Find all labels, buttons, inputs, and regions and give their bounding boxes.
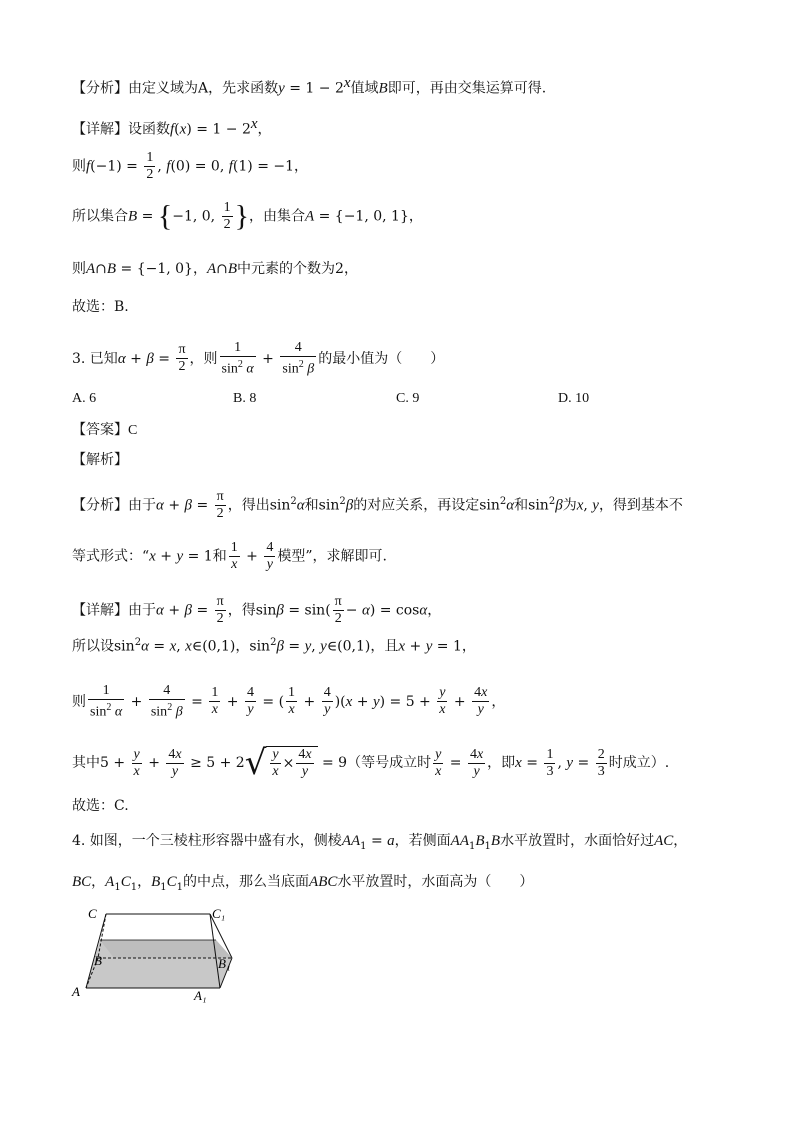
analysis-line-1: 【分析】由定义域为A，先求函数$y = 1 - 2^x$值域B即可，再由交集运算可得.	[72, 75, 547, 97]
question-4-line-1: 4. 如图，一个三棱柱形容器中盛有水，侧棱$AA_1 = a$，若侧面$AA_1B_1B$水平放置时，水面恰好过AC，	[72, 833, 688, 852]
step-set-B: 所以集合B = {−1, 0, $\frac{1}{2}$ }，由集合A = {−1, 0, 1}，	[72, 199, 423, 233]
question-4-line-2: BC，$A_1C_1$，$B_1C_1$的中点，那么当底面ABC水平放置时，水面高为（ ）	[72, 874, 534, 893]
water-surface	[100, 940, 232, 958]
analysis-tag: 【分析】	[72, 80, 128, 97]
answer-line: 【答案】C	[72, 422, 138, 438]
jiexi-tag: 【解析】	[72, 452, 128, 468]
label-A1: A₁	[194, 988, 207, 1003]
q3-detail-line-4: 其中5 + $\frac{y}{x}$ + $\frac{4x}{y}$ ≥ 5 + 2√ $\frac{y}{x}$ × $\frac{4x}{y}$ = 9（等号成立时 $\frac{y}{x}$ = $\frac{4x}{y}$ ，即x = $\frac{1}{3}$ , y = $\frac{2}{3}$ 时成立）.	[72, 743, 670, 783]
label-B: B	[94, 953, 102, 968]
question-3-stem: 3. 已知α + β = $\frac{\pi}{2}$ ，则 $\frac{1}{\sin^2 \alpha}$ + $\frac{4}{\sin^2 \beta}$ 的最小值为（ ）	[72, 340, 445, 377]
choice-B: 故选：B.	[72, 299, 129, 315]
label-B1: B₁	[218, 956, 231, 971]
detail-line-1: 【详解】设函数$f(x) = 1 - 2^x$，	[72, 116, 272, 138]
label-C: C	[88, 906, 97, 921]
option-a: A. 6	[72, 391, 97, 406]
q3-analysis-line-1: 【分析】由于α + β = $\frac{\pi}{2}$ ，得出$\sin^2\alpha$和$\sin^2\beta$的对应关系，再设定$\sin^2\alpha$和$\sin^2\beta$为x, y，得到基本不	[72, 489, 683, 521]
q3-detail-line-3: 则 $\frac{1}{\sin^2 \alpha}$ + $\frac{4}{\sin^2 \beta}$ = $\frac{1}{x}$ + $\frac{4}{y}$ = ( $\frac{1}{x}$ + $\frac{4}{y}$ )(x + y) = 5 + $\frac{y}{x}$ + $\frac{4x}{y}$ ，	[72, 683, 506, 720]
q3-analysis-line-2: 等式形式：“x + y = 1和 $\frac{1}{x}$ + $\frac{4}{y}$ 模型”，求解即可.	[72, 540, 387, 572]
q3-detail-line-1: 【详解】由于α + β = $\frac{\pi}{2}$ ，得sinβ = sin( $\frac{\pi}{2}$ − α) = cosα，	[72, 594, 442, 626]
label-C1: C₁	[212, 906, 226, 921]
step-intersection: 则A∩B = {−1, 0}，A∩B中元素的个数为2，	[72, 261, 358, 277]
option-b: B. 8	[233, 391, 257, 406]
prism-figure	[68, 902, 248, 1007]
label-A: A	[72, 984, 80, 999]
choice-C: 故选：C.	[72, 798, 129, 814]
option-d: D. 10	[558, 391, 590, 406]
q3-detail-line-2: 所以设$\sin^2\alpha = x$, x∈(0,1)，$\sin^2\beta = y$, y∈(0,1)，且x + y = 1，	[72, 637, 476, 655]
option-c: C. 9	[396, 391, 420, 406]
step-f-values: 则f(−1) = $\frac{1}{2}$ , f(0) = 0, f(1) = −1，	[72, 150, 309, 182]
